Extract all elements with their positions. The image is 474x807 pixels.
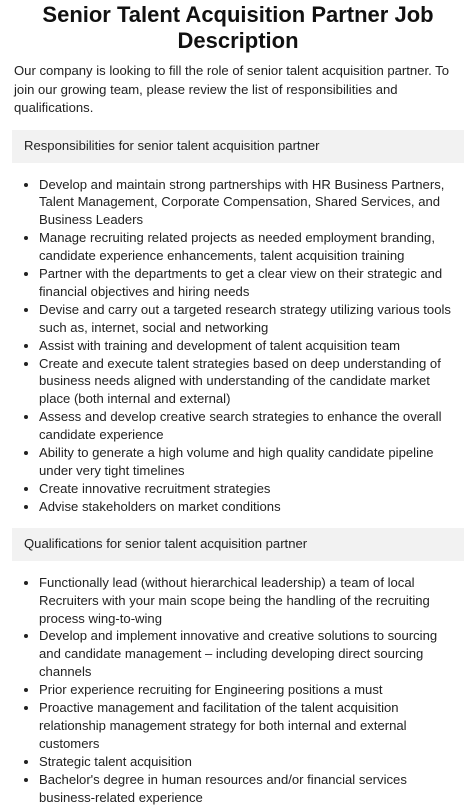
job-description-page: [0, 2, 474, 807]
qualifications-list: [14, 574, 462, 807]
list-item: • Proactive management and facilitation of the talent acquisition relationship management strategy for both internal and external customers: [39, 699, 462, 753]
list-item: • Manage recruiting related projects as needed employment branding, candidate experience enhancements, talent acquisition training: [39, 229, 462, 265]
list-item: • Develop and implement innovative and creative solutions to sourcing and candidate management – including developing direct sourcing channels: [39, 627, 462, 681]
list-item: • Bachelor's degree in human resources and/or financial services business-related experience: [39, 771, 462, 807]
qualifications-header: Qualifications for senior talent acquisition partner: [12, 528, 464, 561]
list-item: • Develop and maintain strong partnerships with HR Business Partners, Talent Management, Corporate Compensation, Shared Services, and Business Leaders: [39, 176, 462, 230]
list-item: • Functionally lead (without hierarchical leadership) a team of local Recruiters with your main scope being the handling of the recruiting process wing-to-wing: [39, 574, 462, 628]
list-item: • Create and execute talent strategies based on deep understanding of business needs aligned with understanding of the candidate market place (both internal and external): [39, 355, 462, 409]
list-item: • Partner with the departments to get a clear view on their strategic and financial objectives and hiring needs: [39, 265, 462, 301]
responsibilities-header: Responsibilities for senior talent acquisition partner: [12, 130, 464, 163]
list-item: • Assess and develop creative search strategies to enhance the overall candidate experience: [39, 408, 462, 444]
intro-paragraph: Our company is looking to fill the role of senior talent acquisition partner. To join our growing team, please review the list of responsibilities and qualifications.: [14, 63, 449, 115]
list-item: • Create innovative recruitment strategies: [39, 480, 462, 498]
responsibilities-list: [14, 176, 462, 516]
list-item: • Devise and carry out a targeted research strategy utilizing various tools such as, internet, social and networking: [39, 301, 462, 337]
page-title: Senior Talent Acquisition Partner Job Description: [42, 2, 434, 53]
list-item: • Strategic talent acquisition: [39, 753, 462, 771]
list-item: • Assist with training and development of talent acquisition team: [39, 337, 462, 355]
list-item: • Advise stakeholders on market conditions: [39, 498, 462, 516]
list-item: • Prior experience recruiting for Engineering positions a must: [39, 681, 462, 699]
list-item: • Ability to generate a high volume and high quality candidate pipeline under very tight timelines: [39, 444, 462, 480]
